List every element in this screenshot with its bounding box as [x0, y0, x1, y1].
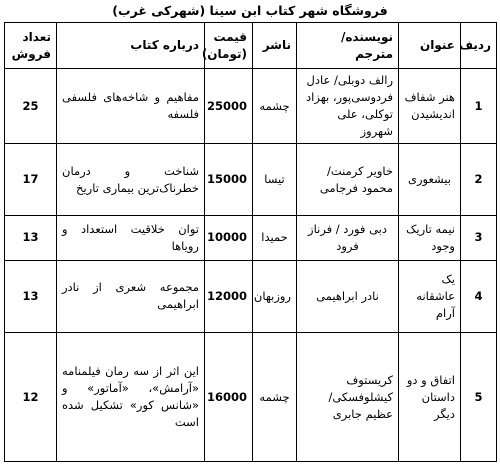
header-about: درباره کتاب	[57, 23, 205, 69]
table-row	[5, 143, 497, 215]
cell-about: مفاهیم و شاخه‌های فلسفی فلسفه	[57, 69, 205, 144]
cell-price: 12000	[205, 260, 253, 332]
table-row	[5, 260, 497, 332]
header-sales: تعداد فروش	[5, 23, 57, 69]
cell-author: دبی فورد / فرناز فرود	[297, 216, 399, 260]
cell-author: رالف دوبلی/ عادل فردوسی‌پور، بهزاد توکلی، علی شهروز	[297, 69, 399, 144]
cell-sales: 12	[5, 333, 57, 462]
cell-row-number: 3	[461, 216, 497, 260]
cell-row-number: 1	[461, 69, 497, 144]
cell-row-number: 2	[461, 143, 497, 215]
cell-price: 16000	[205, 333, 253, 462]
cell-row-number: 4	[461, 260, 497, 332]
cell-publisher: چشمه	[253, 69, 297, 144]
cell-sales: 17	[5, 143, 57, 215]
cell-about: توان خلاقیت استعداد و رویاها	[57, 216, 205, 260]
cell-title: هنر شفاف اندیشیدن	[399, 69, 461, 144]
table-row	[5, 333, 497, 462]
cell-price: 15000	[205, 143, 253, 215]
table-row	[5, 216, 497, 260]
cell-title: بیشعوری	[399, 143, 461, 215]
cell-author: نادر ابراهیمی	[297, 260, 399, 332]
header-author: نویسنده/ مترجم	[297, 23, 399, 69]
cell-publisher: چشمه	[253, 333, 297, 462]
cell-about: این اثر از سه رمان فیلمنامه «آرامش»، «آماتور» و «شانس کور» تشکیل شده است	[57, 333, 205, 462]
cell-title: اتفاق و دو داستان دیگر	[399, 333, 461, 462]
cell-price: 10000	[205, 216, 253, 260]
cell-row-number: 5	[461, 333, 497, 462]
header-title: عنوان	[399, 23, 461, 69]
cell-title: یک عاشقانه آرام	[399, 260, 461, 332]
cell-about: شناخت و درمان خطرناک‌ترین بیماری تاریخ	[57, 143, 205, 215]
cell-about: مجموعه شعری از نادر ابراهیمی	[57, 260, 205, 332]
header-row-number: ردیف	[461, 23, 497, 69]
header-price: قیمت (تومان)	[205, 23, 253, 69]
page-title: فروشگاه شهر کتاب ابن سینا (شهرکی غرب)	[112, 3, 388, 18]
books-table	[4, 22, 497, 462]
cell-publisher: حمیدا	[253, 216, 297, 260]
cell-author: خاویر کرمنت/ محمود فرجامی	[297, 143, 399, 215]
cell-publisher: روزبهان	[253, 260, 297, 332]
cell-sales: 25	[5, 69, 57, 144]
header-publisher: ناشر	[253, 23, 297, 69]
table-header-row	[5, 23, 497, 69]
cell-price: 25000	[205, 69, 253, 144]
cell-sales: 13	[5, 216, 57, 260]
cell-title: نیمه تاریک وجود	[399, 216, 461, 260]
table-row	[5, 69, 497, 144]
cell-publisher: تیسا	[253, 143, 297, 215]
cell-author: کریستوف کیشلوفسکی/ عظیم جابری	[297, 333, 399, 462]
cell-sales: 13	[5, 260, 57, 332]
